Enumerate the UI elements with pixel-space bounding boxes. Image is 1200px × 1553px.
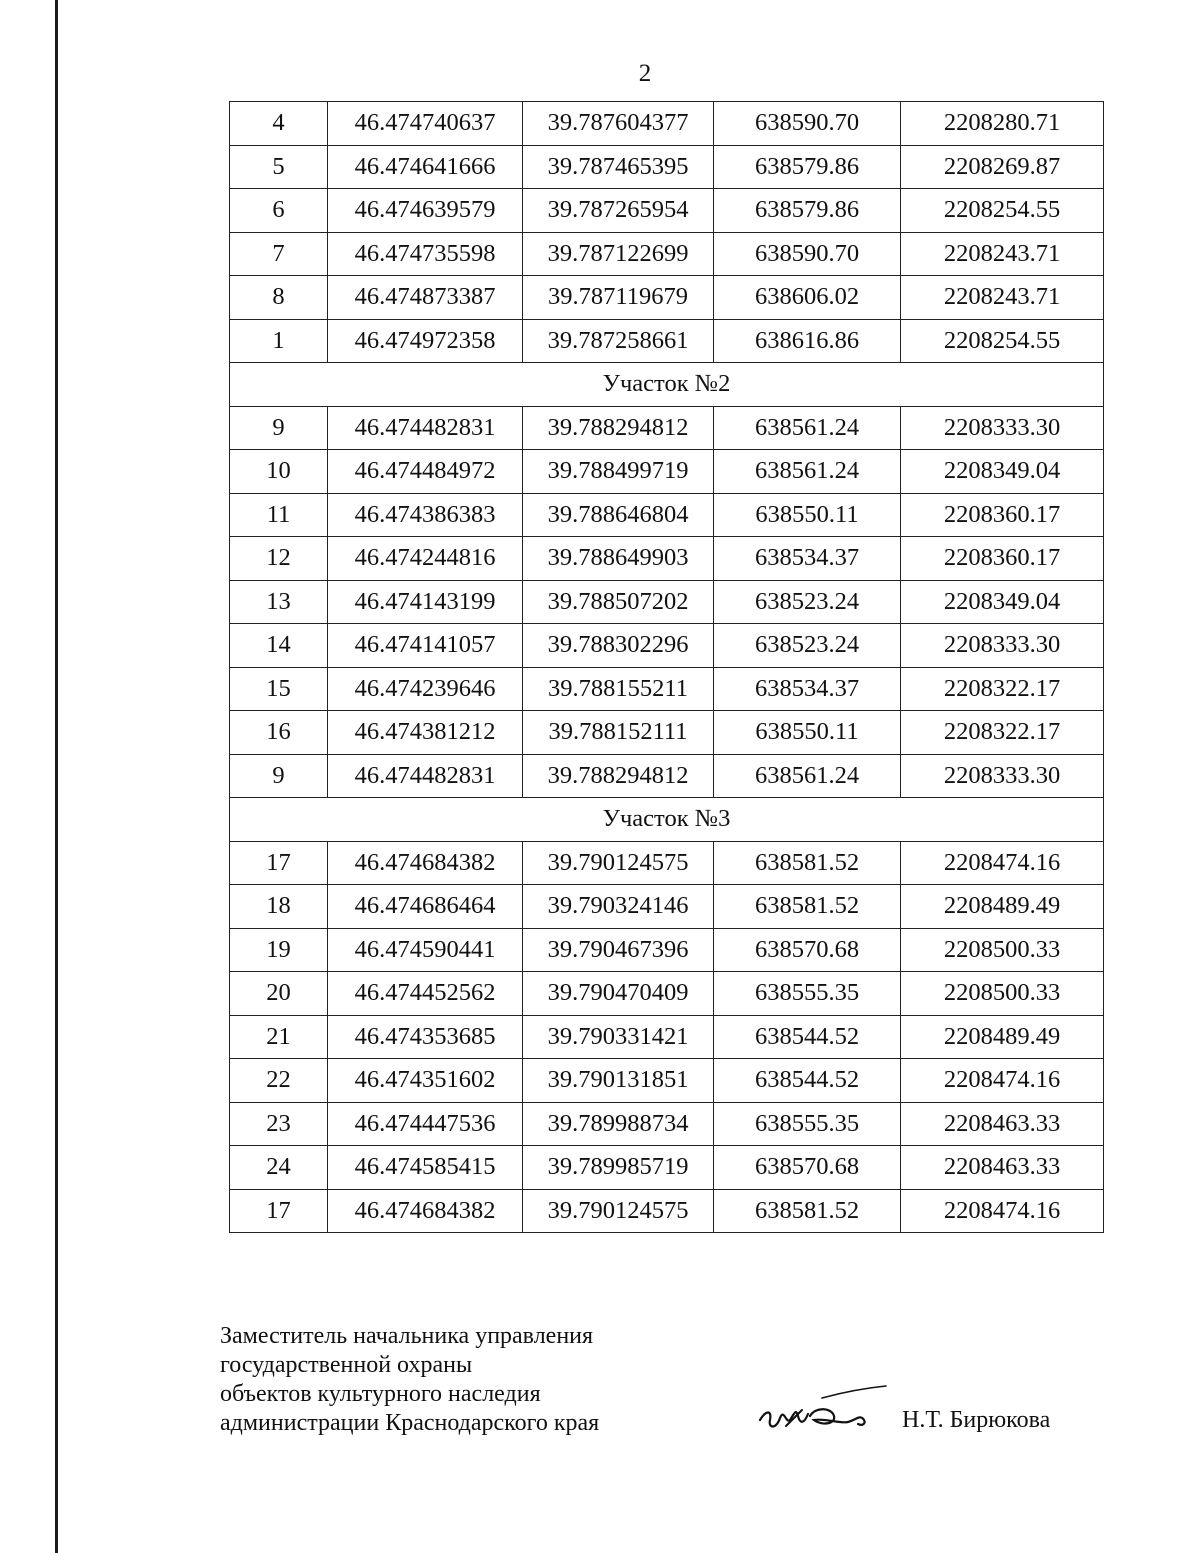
- table-cell: 22: [230, 1059, 328, 1103]
- table-cell: 2208360.17: [901, 537, 1104, 581]
- table-cell: 2208280.71: [901, 102, 1104, 146]
- table-cell: 39.789988734: [523, 1102, 714, 1146]
- table-cell: 46.474684382: [328, 1189, 523, 1233]
- signatory-position-line: Заместитель начальника управления: [220, 1323, 594, 1349]
- table-cell: 2208500.33: [901, 928, 1104, 972]
- table-cell: 638534.37: [714, 537, 901, 581]
- table-row: [230, 319, 1104, 363]
- table-cell: 39.790470409: [523, 972, 714, 1016]
- table-cell: 638550.11: [714, 711, 901, 755]
- table-cell: 39.790131851: [523, 1059, 714, 1103]
- table-row: [230, 1146, 1104, 1190]
- table-cell: 39.788294812: [523, 406, 714, 450]
- table-row: [230, 493, 1104, 537]
- table-cell: 2208333.30: [901, 624, 1104, 668]
- table-cell: 39.790124575: [523, 1189, 714, 1233]
- table-cell: 39.788152111: [523, 711, 714, 755]
- signatory-position-line: администрации Краснодарского края: [220, 1410, 600, 1436]
- table-cell: 39.790324146: [523, 885, 714, 929]
- table-row: [230, 406, 1104, 450]
- table-cell: 24: [230, 1146, 328, 1190]
- table-cell: 2208322.17: [901, 711, 1104, 755]
- table-cell: 2208254.55: [901, 319, 1104, 363]
- table-row: [230, 754, 1104, 798]
- table-cell: 39.787258661: [523, 319, 714, 363]
- table-cell: 39.788294812: [523, 754, 714, 798]
- table-cell: 7: [230, 232, 328, 276]
- table-row: [230, 885, 1104, 929]
- table-cell: 46.474590441: [328, 928, 523, 972]
- table-cell: 46.474351602: [328, 1059, 523, 1103]
- table-cell: 8: [230, 276, 328, 320]
- table-cell: 46.474239646: [328, 667, 523, 711]
- table-cell: 46.474482831: [328, 406, 523, 450]
- table-cell: 638544.52: [714, 1059, 901, 1103]
- table-cell: 46.474740637: [328, 102, 523, 146]
- table-row: [230, 450, 1104, 494]
- table-cell: 11: [230, 493, 328, 537]
- table-cell: 46.474873387: [328, 276, 523, 320]
- table-cell: 2208474.16: [901, 1189, 1104, 1233]
- table-cell: 2208333.30: [901, 754, 1104, 798]
- table-row: [230, 972, 1104, 1016]
- table-cell: 638561.24: [714, 754, 901, 798]
- table-row: [230, 667, 1104, 711]
- table-cell: 46.474585415: [328, 1146, 523, 1190]
- scan-page-edge: [55, 0, 58, 1553]
- table-cell: 39.788499719: [523, 450, 714, 494]
- table-cell: 638590.70: [714, 102, 901, 146]
- table-cell: 46.474244816: [328, 537, 523, 581]
- table-cell: 39.789985719: [523, 1146, 714, 1190]
- table-cell: 5: [230, 145, 328, 189]
- table-row: [230, 1059, 1104, 1103]
- table-cell: 9: [230, 754, 328, 798]
- table-cell: 39.790331421: [523, 1015, 714, 1059]
- table-cell: 638590.70: [714, 232, 901, 276]
- table-cell: 39.787265954: [523, 189, 714, 233]
- table-cell: 2208463.33: [901, 1146, 1104, 1190]
- signer-name: Н.Т. Бирюкова: [902, 1407, 1051, 1433]
- table-cell: 2208463.33: [901, 1102, 1104, 1146]
- table-cell: 46.474684382: [328, 841, 523, 885]
- table-cell: 14: [230, 624, 328, 668]
- table-cell: 2208474.16: [901, 1059, 1104, 1103]
- signatory-position: [220, 1322, 599, 1438]
- section-heading-row: [230, 363, 1104, 407]
- section-heading-row: [230, 798, 1104, 842]
- table-cell: 46.474686464: [328, 885, 523, 929]
- table-cell: 20: [230, 972, 328, 1016]
- table-cell: 2208489.49: [901, 1015, 1104, 1059]
- table-cell: 46.474141057: [328, 624, 523, 668]
- table-cell: 46.474972358: [328, 319, 523, 363]
- table-cell: 638555.35: [714, 972, 901, 1016]
- table-row: [230, 537, 1104, 581]
- table-cell: 39.787119679: [523, 276, 714, 320]
- table-cell: 2208349.04: [901, 450, 1104, 494]
- table-cell: 46.474641666: [328, 145, 523, 189]
- table-cell: 638606.02: [714, 276, 901, 320]
- table-cell: 10: [230, 450, 328, 494]
- table-cell: 39.790124575: [523, 841, 714, 885]
- table-cell: 638570.68: [714, 928, 901, 972]
- table-cell: 46.474452562: [328, 972, 523, 1016]
- table-cell: 638616.86: [714, 319, 901, 363]
- table-cell: 46.474381212: [328, 711, 523, 755]
- section-heading: Участок №3: [230, 798, 1104, 842]
- table-cell: 638579.86: [714, 189, 901, 233]
- table-cell: 46.474639579: [328, 189, 523, 233]
- table-cell: 638561.24: [714, 450, 901, 494]
- table-row: [230, 580, 1104, 624]
- table-cell: 638534.37: [714, 667, 901, 711]
- table-row: [230, 1102, 1104, 1146]
- table-row: [230, 711, 1104, 755]
- table-row: [230, 102, 1104, 146]
- table-cell: 638570.68: [714, 1146, 901, 1190]
- table-cell: 638523.24: [714, 624, 901, 668]
- table-cell: 2208489.49: [901, 885, 1104, 929]
- table-cell: 39.788646804: [523, 493, 714, 537]
- table-cell: 46.474447536: [328, 1102, 523, 1146]
- table-cell: 39.788155211: [523, 667, 714, 711]
- table-row: [230, 841, 1104, 885]
- table-cell: 23: [230, 1102, 328, 1146]
- table-row: [230, 189, 1104, 233]
- table-cell: 46.474484972: [328, 450, 523, 494]
- table-cell: 13: [230, 580, 328, 624]
- table-cell: 39.787465395: [523, 145, 714, 189]
- table-cell: 2208360.17: [901, 493, 1104, 537]
- signatory-position-line: объектов культурного наследия: [220, 1381, 541, 1407]
- table-cell: 21: [230, 1015, 328, 1059]
- table-row: [230, 276, 1104, 320]
- table-cell: 638581.52: [714, 841, 901, 885]
- table-cell: 638550.11: [714, 493, 901, 537]
- table-cell: 39.788507202: [523, 580, 714, 624]
- table-cell: 2208254.55: [901, 189, 1104, 233]
- table-row: [230, 1015, 1104, 1059]
- table-cell: 2208322.17: [901, 667, 1104, 711]
- table-cell: 39.790467396: [523, 928, 714, 972]
- table-cell: 2208333.30: [901, 406, 1104, 450]
- table-cell: 638579.86: [714, 145, 901, 189]
- table-cell: 46.474143199: [328, 580, 523, 624]
- table-cell: 6: [230, 189, 328, 233]
- table-cell: 39.787604377: [523, 102, 714, 146]
- table-cell: 638561.24: [714, 406, 901, 450]
- table-row: [230, 624, 1104, 668]
- table-cell: 638544.52: [714, 1015, 901, 1059]
- table-cell: 46.474353685: [328, 1015, 523, 1059]
- table-cell: 46.474735598: [328, 232, 523, 276]
- table-cell: 18: [230, 885, 328, 929]
- table-cell: 19: [230, 928, 328, 972]
- table-cell: 39.788649903: [523, 537, 714, 581]
- table-cell: 2208349.04: [901, 580, 1104, 624]
- table-cell: 12: [230, 537, 328, 581]
- table-row: [230, 145, 1104, 189]
- table-cell: 2208500.33: [901, 972, 1104, 1016]
- table-row: [230, 928, 1104, 972]
- table-row: [230, 232, 1104, 276]
- table-cell: 17: [230, 841, 328, 885]
- table-cell: 638581.52: [714, 885, 901, 929]
- table-cell: 2208269.87: [901, 145, 1104, 189]
- table-cell: 39.787122699: [523, 232, 714, 276]
- table-row: [230, 1189, 1104, 1233]
- handwritten-signature-icon: [752, 1380, 892, 1450]
- table-cell: 638581.52: [714, 1189, 901, 1233]
- table-cell: 1: [230, 319, 328, 363]
- section-heading: Участок №2: [230, 363, 1104, 407]
- table-cell: 638555.35: [714, 1102, 901, 1146]
- table-cell: 2208474.16: [901, 841, 1104, 885]
- page-number: 2: [638, 60, 652, 87]
- signatory-position-line: государственной охраны: [220, 1352, 473, 1378]
- table-cell: 638523.24: [714, 580, 901, 624]
- table-cell: 39.788302296: [523, 624, 714, 668]
- table-cell: 9: [230, 406, 328, 450]
- table-cell: 46.474386383: [328, 493, 523, 537]
- table-cell: 15: [230, 667, 328, 711]
- table-cell: 2208243.71: [901, 276, 1104, 320]
- table-cell: 2208243.71: [901, 232, 1104, 276]
- table-cell: 4: [230, 102, 328, 146]
- table-cell: 46.474482831: [328, 754, 523, 798]
- table-cell: 17: [230, 1189, 328, 1233]
- table-cell: 16: [230, 711, 328, 755]
- coordinates-table: [229, 101, 1104, 1233]
